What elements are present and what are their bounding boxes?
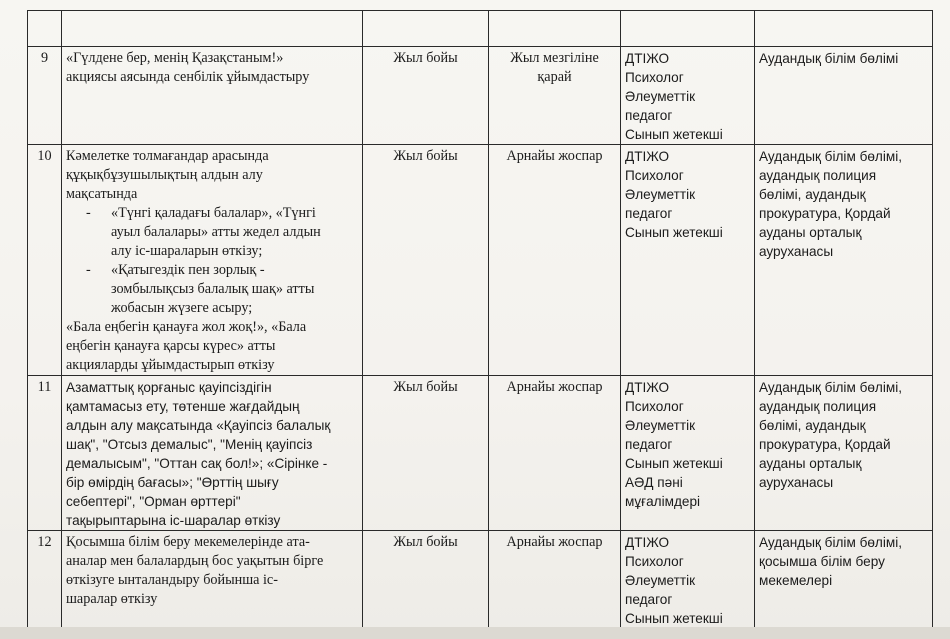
responsible-line: Әлеуметтік bbox=[625, 418, 696, 433]
frequency-line: Жыл мезгіліне bbox=[510, 50, 599, 66]
frequency-line: Арнайы жоспар bbox=[506, 379, 603, 395]
activity-cell bbox=[62, 47, 363, 145]
frequency-cell bbox=[489, 376, 621, 531]
activity-line: Кәмелетке толмағандар арасында bbox=[66, 148, 269, 164]
partners-line: ауданы орталық bbox=[759, 456, 862, 471]
frequency-line: қарай bbox=[537, 69, 572, 85]
responsible-line: Психолог bbox=[625, 399, 684, 414]
time-cell: Жыл бойы bbox=[363, 145, 489, 376]
responsible-cell bbox=[621, 47, 755, 145]
frequency-cell bbox=[489, 531, 621, 638]
row-number: 10 bbox=[28, 145, 62, 376]
activity-line: Қосымша білім беру мекемелерінде ата- bbox=[66, 534, 310, 550]
time-cell: Жыл бойы bbox=[363, 376, 489, 531]
activity-line: бір өмірдің бағасы»; "Өрттің шығу bbox=[66, 475, 279, 490]
responsible-line: Психолог bbox=[625, 554, 684, 569]
activity-line: акцияларды ұйымдастырып өткізу bbox=[66, 357, 275, 373]
activity-line: акциясы аясында сенбілік ұйымдастыру bbox=[66, 69, 310, 85]
partners-line: Аудандық білім бөлімі, bbox=[759, 380, 903, 395]
responsible-line: ДТІЖО bbox=[625, 535, 670, 550]
responsible-line: педагог bbox=[625, 592, 673, 607]
activity-line: «Қатыгездік пен зорлық - bbox=[111, 262, 265, 278]
table-cell bbox=[489, 11, 621, 47]
partners-cell bbox=[755, 47, 933, 145]
responsible-line: Әлеуметтік bbox=[625, 573, 696, 588]
partners-line: қосымша білім беру bbox=[759, 554, 885, 569]
responsible-line: ДТІЖО bbox=[625, 51, 670, 66]
activity-line: «Бала еңбегін қанауға жол жоқ!», «Бала bbox=[66, 319, 307, 335]
activity-line: Азаматтық қорғаныс қауіпсіздігін bbox=[66, 380, 272, 395]
frequency-cell bbox=[489, 145, 621, 376]
page-bottom-edge bbox=[0, 627, 950, 639]
partners-line: Аудандық білім бөлімі, bbox=[759, 535, 903, 550]
partners-line: бөлімі, аудандық bbox=[759, 187, 866, 202]
activity-line: алдын алу мақсатында «Қауіпсіз балалық bbox=[66, 418, 331, 433]
time-cell: Жыл бойы bbox=[363, 531, 489, 638]
responsible-line: ДТІЖО bbox=[625, 149, 670, 164]
responsible-line: педагог bbox=[625, 206, 673, 221]
partners-line: ауруханасы bbox=[759, 244, 834, 259]
table-row bbox=[28, 145, 933, 376]
partners-line: аудандық полиция bbox=[759, 399, 877, 414]
activity-cell bbox=[62, 376, 363, 531]
responsible-line: Сынып жетекші bbox=[625, 225, 723, 240]
row-number: 12 bbox=[28, 531, 62, 638]
table-cell bbox=[755, 11, 933, 47]
table-row bbox=[28, 47, 933, 145]
frequency-line: Арнайы жоспар bbox=[506, 534, 603, 550]
activity-line: аналар мен балалардың бос уақытын бірге bbox=[66, 553, 324, 569]
partners-cell bbox=[755, 145, 933, 376]
activity-line: шаралар өткізу bbox=[66, 591, 158, 607]
row-number: 9 bbox=[28, 47, 62, 145]
activity-line: себептері", "Орман өрттері" bbox=[66, 494, 241, 509]
activity-line: «Түнгі қаладағы балалар», «Түнгі bbox=[111, 205, 316, 221]
activity-line: зомбылықсыз балалық шақ» атты bbox=[111, 281, 315, 297]
responsible-line: Психолог bbox=[625, 70, 684, 85]
activity-line: еңбегін қанауға қарсы күрес» атты bbox=[66, 338, 276, 354]
table-row-top-partial bbox=[28, 11, 933, 47]
responsible-line: педагог bbox=[625, 437, 673, 452]
activity-line: «Гүлдене бер, менің Қазақстаным!» bbox=[66, 50, 284, 66]
partners-line: ауруханасы bbox=[759, 475, 834, 490]
activity-plan-table bbox=[27, 10, 933, 638]
activity-line: алу іс-шараларын өткізу; bbox=[111, 243, 263, 259]
activity-line: құқықбұзушылықтың алдын алу bbox=[66, 167, 263, 183]
frequency-cell bbox=[489, 47, 621, 145]
activity-line: қамтамасыз ету, төтенше жағдайдың bbox=[66, 399, 300, 414]
responsible-cell bbox=[621, 531, 755, 638]
partners-line: мекемелері bbox=[759, 573, 833, 588]
partners-line: бөлімі, аудандық bbox=[759, 418, 866, 433]
responsible-line: Сынып жетекші bbox=[625, 127, 723, 142]
frequency-line: Арнайы жоспар bbox=[506, 148, 603, 164]
responsible-line: Әлеуметтік bbox=[625, 89, 696, 104]
activity-cell bbox=[62, 531, 363, 638]
dash-bullet: - bbox=[86, 205, 91, 221]
activity-cell bbox=[62, 145, 363, 376]
responsible-line: АӘД пәні bbox=[625, 475, 683, 490]
activity-line: тақырыптарына іс-шаралар өткізу bbox=[66, 513, 281, 528]
table-row bbox=[28, 376, 933, 531]
partners-line: Аудандық білім бөлімі, bbox=[759, 149, 903, 164]
list-item bbox=[66, 204, 358, 261]
partners-line: прокуратура, Қордай bbox=[759, 206, 891, 221]
table-cell bbox=[62, 11, 363, 47]
activity-line: өткізуге ынталандыру бойынша іс- bbox=[66, 572, 278, 588]
activity-list bbox=[66, 204, 358, 318]
table-row bbox=[28, 531, 933, 638]
activity-line: мақсатында bbox=[66, 186, 138, 202]
responsible-cell bbox=[621, 145, 755, 376]
activity-line: ауыл балалары» атты жедел алдын bbox=[111, 224, 321, 240]
responsible-line: Әлеуметтік bbox=[625, 187, 696, 202]
responsible-line: ДТІЖО bbox=[625, 380, 670, 395]
responsible-line: Сынып жетекші bbox=[625, 456, 723, 471]
list-item bbox=[66, 261, 358, 318]
partners-cell bbox=[755, 531, 933, 638]
table-cell bbox=[621, 11, 755, 47]
responsible-line: Психолог bbox=[625, 168, 684, 183]
responsible-line: педагог bbox=[625, 108, 673, 123]
time-cell: Жыл бойы bbox=[363, 47, 489, 145]
activity-line: демалысым", "Оттан сақ бол!»; «Сірінке - bbox=[66, 456, 328, 471]
responsible-line: мұғалімдері bbox=[625, 494, 701, 509]
dash-bullet: - bbox=[86, 262, 91, 278]
partners-line: аудандық полиция bbox=[759, 168, 877, 183]
responsible-line: Сынып жетекші bbox=[625, 611, 723, 626]
responsible-cell bbox=[621, 376, 755, 531]
partners-cell bbox=[755, 376, 933, 531]
activity-line: жобасын жүзеге асыру; bbox=[111, 300, 253, 316]
partners-line: прокуратура, Қордай bbox=[759, 437, 891, 452]
partners-line: ауданы орталық bbox=[759, 225, 862, 240]
table-cell bbox=[28, 11, 62, 47]
partners-line: Аудандық білім бөлімі bbox=[759, 51, 899, 66]
table-cell bbox=[363, 11, 489, 47]
activity-line: шақ", "Отсыз демалыс", "Менің қауіпсіз bbox=[66, 437, 313, 452]
row-number: 11 bbox=[28, 376, 62, 531]
